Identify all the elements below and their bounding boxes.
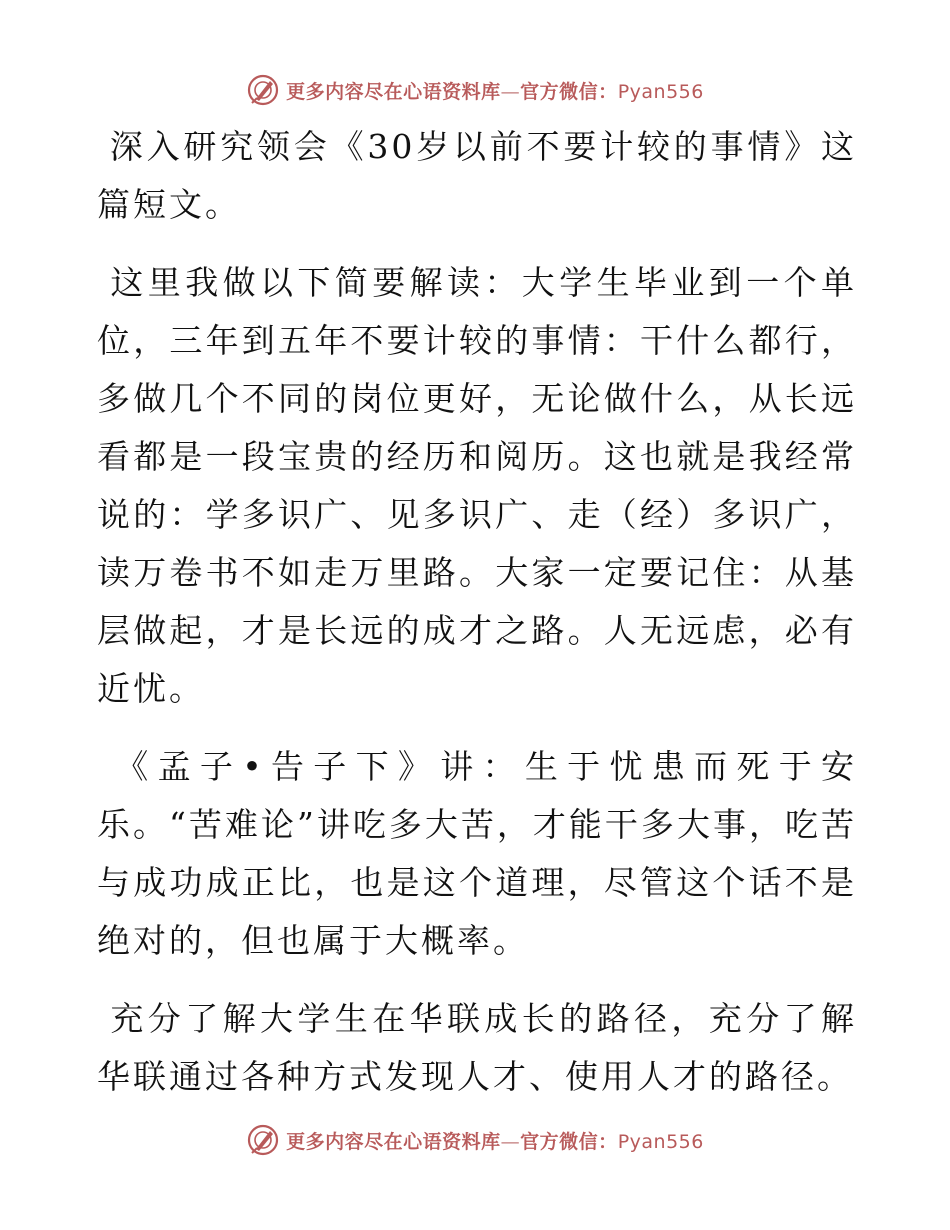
banner-brand: 更多内容尽在心语资料库 — [286, 1130, 501, 1153]
banner-text — [286, 1127, 704, 1154]
document-body — [97, 118, 857, 1126]
banner-brand: 更多内容尽在心语资料库 — [286, 80, 501, 103]
banner-handle: Pyan556 — [617, 1130, 704, 1153]
banner-contact: 官方微信： — [520, 1130, 618, 1153]
banner-separator: — — [500, 80, 521, 103]
banner-contact: 官方微信： — [520, 80, 618, 103]
paragraph-1: 深入研究领会《30岁以前不要计较的事情》这篇短文。 — [97, 127, 857, 224]
banner-handle: Pyan556 — [617, 80, 704, 103]
footer-banner — [0, 1120, 950, 1160]
header-banner — [0, 70, 950, 110]
quill-pen-circle-icon — [246, 73, 280, 107]
banner-separator: — — [500, 1130, 521, 1153]
paragraph-4: 充分了解大学生在华联成长的路径，充分了解华联通过各种方式发现人才、使用人才的路径。 — [97, 999, 857, 1096]
paragraph-2: 这里我做以下简要解读：大学生毕业到一个单位，三年到五年不要计较的事情：干什么都行，多做几个不同的岗位更好，无论做什么，从长远看都是一段宝贵的经历和阅历。这也就是我经常说的：学多识广、见多识广、走（经）多识广，读万卷书不如走万里路。大家一定要记住：从基层做起，才是长远的成才之路。人无远虑，必有近忧。 — [97, 263, 857, 708]
banner-text — [286, 77, 704, 104]
quill-pen-circle-icon — [246, 1123, 280, 1157]
paragraph-3: 《孟子•告子下》讲：生于忧患而死于安乐。“苦难论”讲吃多大苦，才能干多大事，吃苦与成功成正比，也是这个道理，尽管这个话不是绝对的，但也属于大概率。 — [97, 747, 857, 960]
